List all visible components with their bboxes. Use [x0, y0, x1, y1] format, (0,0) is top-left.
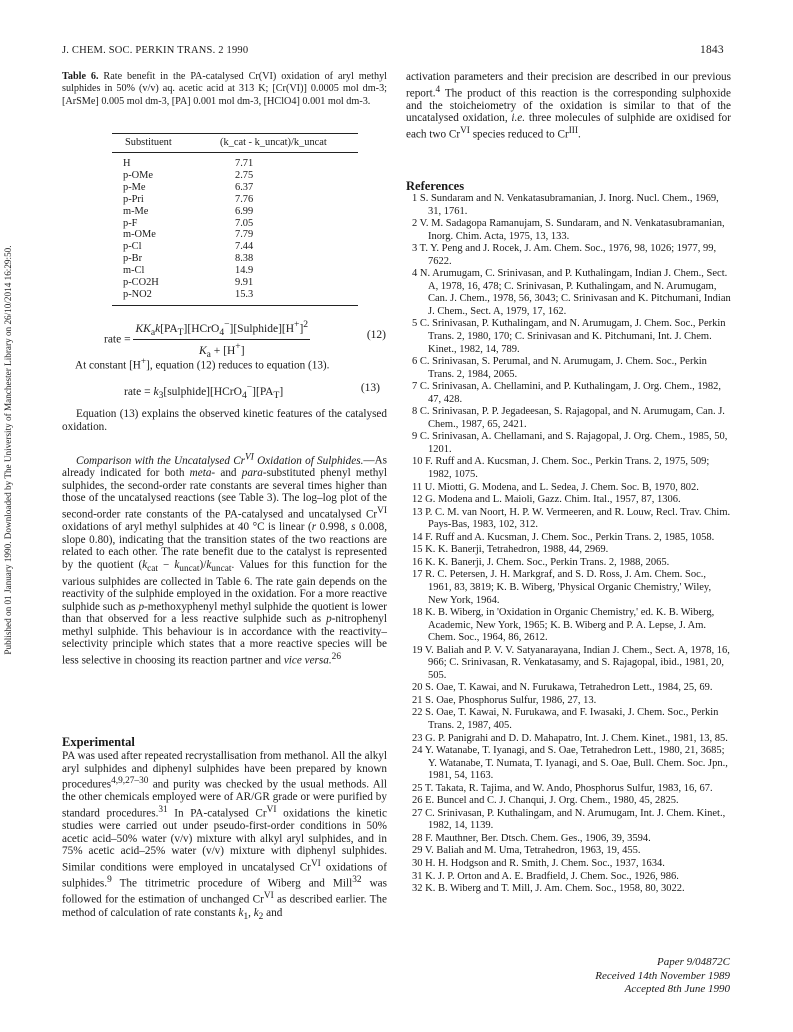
- table-row: [123, 253, 253, 265]
- substituent-cell: p-OMe: [123, 169, 154, 181]
- reference-item: 3 T. Y. Peng and J. Rocek, J. Am. Chem. Soc., 1976, 98, 1026; 1977, 99, 7622.: [412, 243, 717, 267]
- table-row: [123, 265, 253, 277]
- reference-item: 16 K. K. Banerji, J. Chem. Soc., Perkin Trans. 2, 1988, 2065.: [412, 556, 670, 568]
- accepted-date: Accepted 8th June 1990: [624, 983, 730, 995]
- experimental-paragraph: PA was used after repeated recrystallisation from methanol. All the alkyl aryl sulphides and diphenyl sulphides have been prepared by known procedures$^{4,9,27-30}$ and purity was checked by the usual methods. All the other chemicals employed were of AR/GR grade or were purified by standard procedures.$^{31}$ In PA-catalysed $Cr^{VI}$ oxidations the kinetic studies were carried out under pseudo-first-order conditions in 50% acetic acid–50% water (v/v) mixture with alkyl aryl sulphides, and in 75% acetic acid–25% water (v/v) mixture with diphenyl sulphides. Similar conditions were employed in uncatalysed $Cr^{VI}$ oxidations of sulphides.$^9$ The titrimetric procedure of Wiberg and Mill$^{32}$ was followed for the estimation of unchanged $Cr^{VI}$ as described earlier. The method of calculation of rate constants $k_1$, $k_2$ and: [62, 750, 387, 922]
- table-caption-text: Rate benefit in the PA-catalysed Cr(VI) oxidation of aryl methyl sulphides in 50% (v/v) aq. acetic acid at 313 K; [Cr(VI)] 0.0005 mol dm-3; [ArSMe] 0.005 mol dm-3, [PA] 0.001 mol dm-3, [HClO4] 0.001 mol dm-3.: [62, 71, 388, 107]
- reference-item: 24 Y. Watanabe, T. Iyanagi, and S. Oae, Tetrahedron Lett., 1980, 21, 3685; Y. Watanabe, T. Numata, T. Iyanagi, and S. Oae, Bull. Chem. Soc. Jpn., 1981, 54, 1163.: [412, 745, 728, 782]
- reference-item: 5 C. Srinivasan, P. Kuthalingam, and N. Arumugam, J. Chem. Soc., Perkin Trans. 2, 1980, 170; C. Srinivasan and K. Pitchumani, Int. J. Chem. Kinet., 1982, 14, 789.: [412, 318, 726, 355]
- ratio-cell: 2.75: [235, 169, 254, 181]
- table-row: [123, 229, 253, 241]
- substituent-cell: p-Br: [123, 253, 143, 265]
- journal-header: J. CHEM. SOC. PERKIN TRANS. 2 1990: [62, 45, 249, 56]
- table-body: [123, 158, 253, 301]
- equation-13: rate = $k_3[sulphide][HCrO_4^-][PA_T]$ (13): [124, 382, 380, 402]
- right-intro-paragraph: activation parameters and their precision are described in our previous report.$^4$ The product of this reaction is the corresponding sulphoxide and the stoicheiometry of the oxidation is similar to that of the uncatalysed oxidation, i.e. three molecules of sulphide are oxidised for each two $Cr^{VI}$ species reduced to $Cr^{III}$.: [406, 71, 731, 141]
- reference-item: 15 K. K. Banerji, Tetrahedron, 1988, 44, 2969.: [412, 544, 609, 556]
- reference-item: 1 S. Sundaram and N. Venkatasubramanian, J. Inorg. Nucl. Chem., 1969, 31, 1761.: [412, 193, 719, 217]
- substituent-cell: p-Pri: [123, 193, 144, 205]
- table-rule-top: [112, 133, 358, 134]
- substituent-cell: m-OMe: [123, 229, 156, 241]
- table-row: [123, 158, 253, 170]
- substituent-cell: p-NO2: [123, 288, 152, 300]
- eq12-text: At constant [H+], equation (12) reduces to equation (13).: [75, 357, 330, 372]
- table-caption: [62, 71, 387, 108]
- reference-item: 26 E. Buncel and C. J. Chanqui, J. Org. Chem., 1980, 45, 2825.: [412, 795, 679, 807]
- reference-item: 17 R. C. Petersen, J. H. Markgraf, and S. D. Ross, J. Am. Chem. Soc., 1961, 83, 3819; K. B. Wiberg, 'Physical Organic Chemistry,' Wiley, New York, 1964.: [412, 569, 712, 606]
- reference-item: 10 F. Ruff and A. Kucsman, J. Chem. Soc., Perkin Trans. 2, 1975, 509; 1982, 1075.: [412, 456, 710, 481]
- ratio-cell: 7.79: [235, 229, 254, 241]
- eq13-text: Equation (13) explains the observed kinetic features of the catalysed oxidation.: [62, 408, 387, 433]
- ratio-cell: 9.91: [235, 277, 254, 289]
- reference-item: 31 K. J. P. Orton and A. E. Bradfield, J. Chem. Soc., 1926, 986.: [412, 870, 679, 882]
- substituent-cell: H: [123, 158, 131, 169]
- table-row: [123, 170, 253, 182]
- eq12-lhs: rate =: [104, 333, 131, 346]
- substituent-cell: p-F: [123, 217, 138, 229]
- table-row: [123, 289, 253, 301]
- reference-item: 27 C. Srinivasan, P. Kuthalingam, and N. Arumugam, Int. J. Chem. Kinet., 1982, 14, 1139.: [412, 807, 726, 832]
- substituent-cell: p-Cl: [123, 241, 142, 253]
- table-row: [123, 182, 253, 194]
- left-column: [62, 71, 387, 108]
- col-header-ratio: (k_cat - k_uncat)/k_uncat: [220, 137, 327, 148]
- reference-item: 23 G. P. Panigrahi and D. D. Mahapatro, Int. J. Chem. Kinet., 1981, 13, 85.: [412, 732, 728, 744]
- substituent-table: [123, 158, 253, 301]
- comparison-paragraph: Comparison with the Uncatalysed $Cr^{VI}$ Oxidation of Sulphides.—As already indicated for both meta- and para-substituted phenyl methyl sulphides, the second-order rate constants are several times higher than those of the uncatalysed reactions (see Table 3). The log–log plot of the second-order rate constants of the PA-catalysed and uncatalysed $Cr^{VI}$ oxidations of aryl methyl sulphides at 40 °C is linear (r 0.998, s 0.008, slope 0.80), indicating that the transition states of the two reactions are related to each other. The rate benefit due to the catalyst is represented by the quotient $(k_{cat} - k_{uncat})/k_{uncat}$. Values for this function for the various sulphides are collected in Table 6. The rate gain depends on the reactivity of the sulphide employed in the oxidation. For a more reactive sulphide such as p-methoxyphenyl methyl sulphide the quotient is lower than that observed for a less reactive sulphide such as p-nitrophenyl methyl sulphide. This behaviour is in accordance with the reactivity–selectivity principle which states that a more reactive species will be less selective in choosing its reaction partner and vice versa.$^{26}$: [62, 452, 388, 667]
- ratio-cell: 15.3: [235, 288, 254, 300]
- experimental-heading: Experimental: [62, 735, 135, 749]
- reference-item: 20 S. Oae, T. Kawai, and N. Furukawa, Tetrahedron Lett., 1984, 25, 69.: [412, 682, 713, 694]
- received-date: Received 14th November 1989: [595, 969, 730, 982]
- reference-item: 4 N. Arumugam, C. Srinivasan, and P. Kuthalingam, Indian J. Chem., Sect. A, 1978, 16, 478; C. Srinivasan, P. Kuthalingam, and N. Arumugam, Can. J. Chem., 1978, 56, 3043; C. Srinivasan and K. Pitchumani, Indian J. Chem., Sect. A, 1979, 17, 162.: [412, 268, 731, 317]
- table-row: [123, 206, 253, 218]
- eq12-fraction: $\frac{KK_ak[PA_T][HCrO_4^-][Sulphide][H^+]^2}{K_a + [H^+]}$: [135, 319, 309, 361]
- ratio-cell: 14.9: [235, 265, 254, 277]
- table-rule-mid: [112, 152, 358, 153]
- references-heading: References: [406, 179, 465, 193]
- reference-item: 6 C. Srinivasan, S. Perumal, and N. Arumugam, J. Chem. Soc., Perkin Trans. 2, 1984, 2065.: [412, 356, 707, 380]
- ratio-cell: 7.05: [235, 217, 254, 229]
- table-row: [123, 218, 253, 230]
- equation-12: [104, 319, 386, 360]
- table-label: Table 6.: [62, 71, 99, 82]
- reference-item: 28 F. Mauthner, Ber. Dtsch. Chem. Ges., 1906, 39, 3594.: [412, 832, 651, 844]
- ratio-cell: 7.44: [235, 241, 254, 253]
- reference-item: 21 S. Oae, Phosphorus Sulfur, 1986, 27, 13.: [412, 694, 597, 706]
- ratio-cell: 7.71: [235, 158, 254, 169]
- ratio-cell: 6.37: [235, 181, 254, 193]
- reference-item: 19 V. Baliah and P. V. V. Satyanarayana, Indian J. Chem., Sect. A, 1978, 16, 966; C. Srinivasan, R. Venkatasamy, and S. Rajagopal, ibid., 1981, 20, 505.: [412, 644, 730, 681]
- reference-item: 22 S. Oae, T. Kawai, N. Furukawa, and F. Iwasaki, J. Chem. Soc., Perkin Trans. 2, 1987, 405.: [412, 707, 719, 731]
- reference-item: 25 T. Takata, R. Tajima, and W. Ando, Phosphorus Sulfur, 1983, 16, 67.: [412, 782, 713, 794]
- table-row: [123, 241, 253, 253]
- paper-number: Paper 9/04872C: [656, 956, 730, 968]
- sidebar-text: Published on 01 January 1990. Downloaded by The University of Manchester Library on 26/10/2014 16:29:50.: [3, 245, 13, 655]
- reference-item: 32 K. B. Wiberg and T. Mill, J. Am. Chem. Soc., 1958, 80, 3022.: [412, 883, 685, 895]
- reference-item: 14 F. Ruff and A. Kucsman, J. Chem. Soc., Perkin Trans. 2, 1985, 1058.: [412, 531, 715, 543]
- reference-item: 13 P. C. M. van Noort, H. P. W. Vermeeren, and R. Louw, Recl. Trav. Chim. Pays-Bas, 1983, 102, 312.: [412, 506, 731, 531]
- reference-item: 9 C. Srinivasan, A. Chellamani, and S. Rajagopal, J. Org. Chem., 1985, 50, 1201.: [412, 431, 728, 455]
- reference-item: 8 C. Srinivasan, P. P. Jegadeesan, S. Rajagopal, and N. Arumugam, Can. J. Chem., 1987, 65, 2421.: [412, 406, 725, 430]
- substituent-cell: p-CO2H: [123, 277, 159, 289]
- reference-item: 18 K. B. Wiberg, in 'Oxidation in Organic Chemistry,' ed. K. B. Wiberg, Academic, New York, 1965; K. B. Wiberg and P. A. Lepse, J. Am. Chem. Soc., 1964, 86, 2612.: [412, 607, 715, 644]
- sidebar-watermark: [0, 150, 18, 750]
- eq13-number: (13): [360, 382, 380, 394]
- table-rule-bottom: [112, 305, 358, 306]
- ratio-cell: 7.76: [235, 193, 254, 205]
- page-number: 1843: [700, 44, 724, 56]
- table-row: [123, 194, 253, 206]
- reference-item: 11 U. Miotti, G. Modena, and L. Sedea, J. Chem. Soc. B, 1970, 802.: [412, 481, 699, 493]
- reference-item: 29 V. Baliah and M. Uma, Tetrahedron, 1963, 19, 455.: [412, 845, 641, 857]
- reference-item: 30 H. H. Hodgson and R. Smith, J. Chem. Soc., 1937, 1634.: [412, 857, 665, 869]
- reference-item: 7 C. Srinivasan, A. Chellamini, and P. Kuthalingam, J. Org. Chem., 1982, 47, 428.: [412, 381, 721, 405]
- col-header-substituent: Substituent: [125, 137, 172, 148]
- reference-item: 12 G. Modena and L. Maioli, Gazz. Chim. Ital., 1957, 87, 1306.: [412, 494, 681, 506]
- eq12-number: (12): [366, 329, 386, 341]
- substituent-cell: m-Me: [123, 205, 149, 217]
- table-row: [123, 277, 253, 289]
- ratio-cell: 8.38: [235, 253, 254, 265]
- substituent-cell: m-Cl: [123, 265, 145, 277]
- substituent-cell: p-Me: [123, 181, 146, 193]
- references-list: [402, 193, 732, 896]
- ratio-cell: 6.99: [235, 205, 254, 217]
- paper-footer: [520, 956, 730, 997]
- reference-item: 2 V. M. Sadagopa Ramanujam, S. Sundaram, and N. Venkatasubramanian, Inorg. Chim. Acta, 1975, 13, 133.: [412, 218, 725, 242]
